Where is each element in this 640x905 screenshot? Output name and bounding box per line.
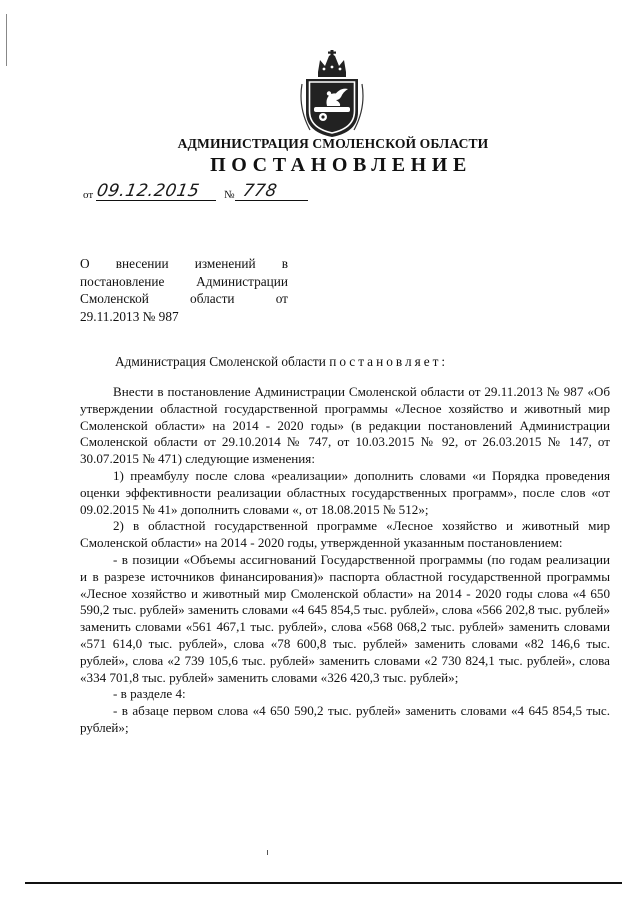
scan-edge-mark [6,14,7,66]
body-paragraph: - в абзаце первом слова «4 650 590,2 тыс. рублей» заменить словами «4 645 854,5 тыс. рублей»; [80,703,610,735]
date-handwritten: 09.12.2015 [95,181,202,201]
smolensk-coat-of-arms-icon [296,50,368,138]
number-handwritten: 778 [241,181,279,201]
document-type-title: ПОСТАНОВЛЕНИЕ [210,154,472,176]
organization-name: АДМИНИСТРАЦИЯ СМОЛЕНСКОЙ ОБЛАСТИ [177,136,489,151]
subject-line: О внесении изменений в [80,256,288,271]
preamble-text: Администрация Смоленской области [115,354,326,369]
body-paragraph: 1) преамбулу после слова «реализации» дополнить словами «и Порядка проведения оценки эффективности реализации областных государственных программ», после слов «от 09.02.2015 № 41» дополнить словами «, от 18.08.2015 № 512»; [80,467,610,517]
scan-mark [267,850,268,855]
document-body [80,384,610,737]
number-label: № [224,189,235,201]
body-paragraph: - в позиции «Объемы ассигнований Государственной программы (по годам реализации и в разрезе источников финансирования)» паспорта областной государственной программы «Лесное хозяйство и животный мир Смоленской области» на 2014 - 2020 годы слова «4 650 590,2 тыс. рублей» заменить словами «4 645 854,5 тыс. рублей», слова «566 202,8 тыс. рублей» заменить словами «561 467,1 тыс. рублей», слова «568 068,2 тыс. рублей» заменить словами «571 614,0 тыс. рублей», слова «78 600,8 тыс. рублей» заменить словами «82 146,6 тыс. рублей», слова «2 739 105,6 тыс. рублей» заменить словами «2 730 824,1 тыс. рублей», слова «334 701,8 тыс. рублей» заменить словами «326 420,3 тыс. рублей»; [80,551,610,685]
preamble-action: постановляет: [329,354,449,369]
subject-line: Смоленской области от [80,291,288,306]
date-label: от [83,189,94,201]
subject-line: 29.11.2013 № 987 [80,308,179,324]
subject-line: постановление Администрации [80,273,288,289]
preamble [115,354,448,370]
page-bottom-rule [25,882,622,884]
document-subject [80,255,288,325]
body-paragraph: - в разделе 4: [113,686,186,702]
body-paragraph: Внести в постановление Администрации Смоленской области от 29.11.2013 № 987 «Об утверждении областной государственной программы «Лесное хозяйство и животный мир Смоленской области» на 2014 - 2020 годы» (в редакции постановлений Администрации Смоленской области от 29.10.2014 № 747, от 10.03.2015 № 92, от 26.03.2015 № 147, от 30.07.2015 № 471) следующие изменения: [80,384,610,467]
body-paragraph: 2) в областной государственной программе «Лесное хозяйство и животный мир Смоленской области» на 2014 - 2020 годы, утвержденной указанным постановлением: [80,518,610,551]
